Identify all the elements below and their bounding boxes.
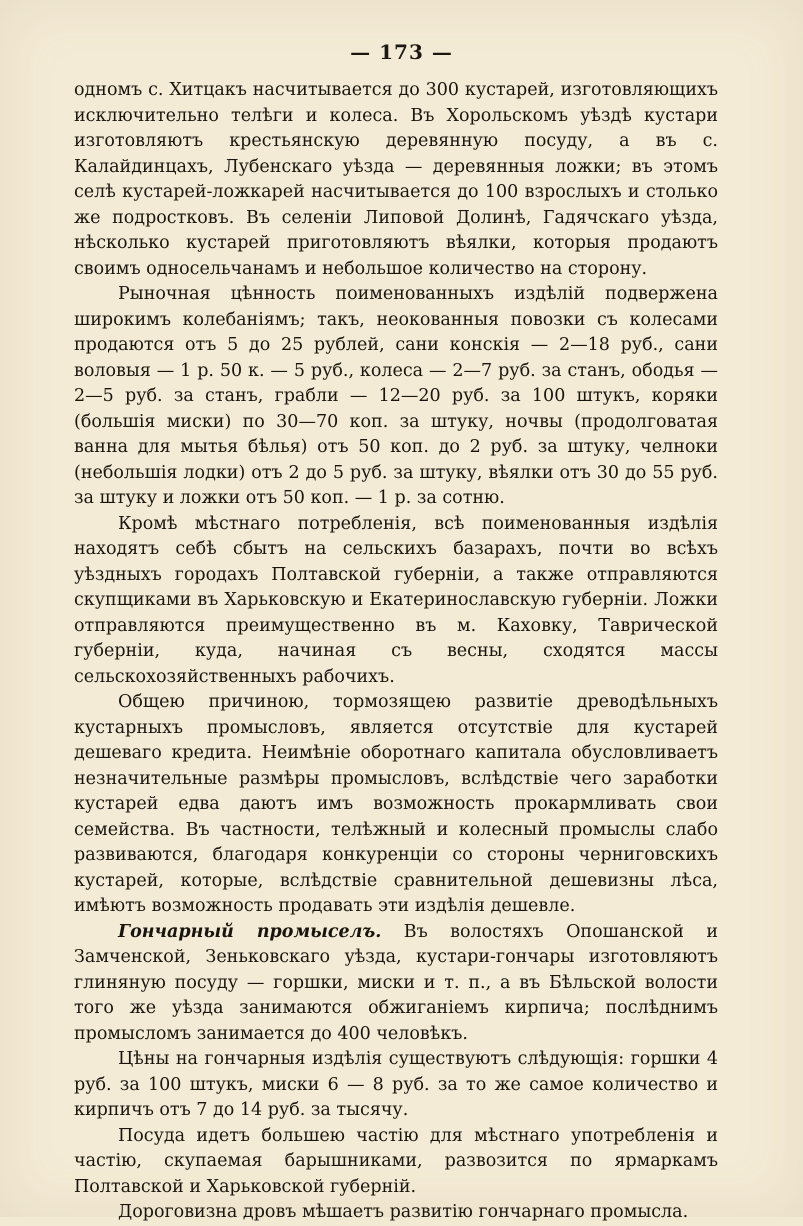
paragraph-7: Посуда идетъ большею частію для мѣстнаго употребленія и частію, скупаемая барышниками, развозится по ярмаркамъ Полтавской и Харьковской губерній.: [74, 1125, 718, 1197]
paragraph-3: Кромѣ мѣстнаго потребленія, всѣ поименованныя издѣлія находятъ себѣ сбытъ на сельскихъ базарахъ, почти во всѣхъ уѣздныхъ городахъ Полтавской губерніи, а также отправляются скупщиками въ Харьковскую и Екатеринославскую губерніи. Ложки отправляются преимущественно въ м. Каховку, Таврической губерніи, куда, начиная съ весны, сходятся массы сельскохозяйственныхъ рабочихъ.: [74, 513, 718, 687]
paragraph-5: [74, 920, 718, 1048]
paragraph-6: Цѣны на гончарныя издѣлія существуютъ слѣдующія: горшки 4 руб. за 100 штукъ, миски 6 — 8 руб. за то же самое количество и кирпичъ отъ 7 до 14 руб. за тысячу.: [74, 1049, 718, 1120]
page-number: — 173 —: [350, 40, 453, 64]
section-heading: Гончарный промыселъ.: [118, 921, 382, 942]
paragraph-1: одномъ с. Хитцакъ насчитывается до 300 кустарей, изготовляющихъ исключительно телѣги и колеса. Въ Хорольскомъ уѣздѣ кустари изготовляютъ крестьянскую деревянную посуду, а въ с. Калайдинцахъ, Лубенскаго уѣзда — деревянныя ложки; въ этомъ селѣ кустарей-ложкарей насчитывается до 100 взрослыхъ и столько же подростковъ. Въ селеніи Липовой Долинѣ, Гадячскаго уѣзда, нѣсколько кустарей приготовляютъ вѣялки, которыя продаютъ своимъ односельчанамъ и небольшое количество на сторону.: [74, 80, 718, 279]
paragraph-4: Общею причиною, тормозящею развитіе древодѣльныхъ кустарныхъ промысловъ, является отсутствіе для кустарей дешеваго кредита. Неимѣніе оборотнаго капитала обусловливаетъ незначительные размѣры промысловъ, вслѣдствіе чего заработки кустарей едва даютъ имъ возможность прокармливать свои семейства. Въ частности, телѣжный и колесный промыслы слабо развиваются, благодаря конкуренціи со стороны черниговскихъ кустарей, которые, вслѣдствіе сравнительной дешевизны лѣса, имѣютъ возможность продавать эти издѣлія дешевле.: [74, 692, 718, 916]
body-text: [74, 78, 718, 1226]
paragraph-5-text: Въ волостяхъ Опошанской и Замченской, Зеньковскаго уѣзда, кустари-гончары изготовляютъ глиняную посуду — горшки, миски и т. п., а въ Бѣльской волости того же уѣзда занимаются обжиганіемъ кирпича; послѣднимъ промысломъ занимается до 400 человѣкъ.: [74, 921, 718, 1044]
paragraph-2: Рыночная цѣнность поименованныхъ издѣлій подвержена широкимъ колебаніямъ; такъ, неокованныя повозки съ колесами продаются отъ 5 до 25 рублей, сани конскія — 2—18 руб., сани воловыя — 1 р. 50 к. — 5 руб., колеса — 2—7 руб. за станъ, ободья — 2—5 руб. за станъ, грабли — 12—20 руб. за 100 штукъ, коряки (большія миски) по 30—70 коп. за штуку, ночвы (продолговатая ванна для мытья бѣлья) отъ 50 коп. до 2 руб. за штуку, челноки (небольшія лодки) отъ 2 до 5 руб. за штуку, вѣялки отъ 30 до 55 руб. за штуку и ложки отъ 50 коп. — 1 р. за сотню.: [74, 284, 718, 508]
paragraph-8: Дороговизна дровъ мѣшаетъ развитію гончарнаго промысла.: [118, 1202, 689, 1222]
